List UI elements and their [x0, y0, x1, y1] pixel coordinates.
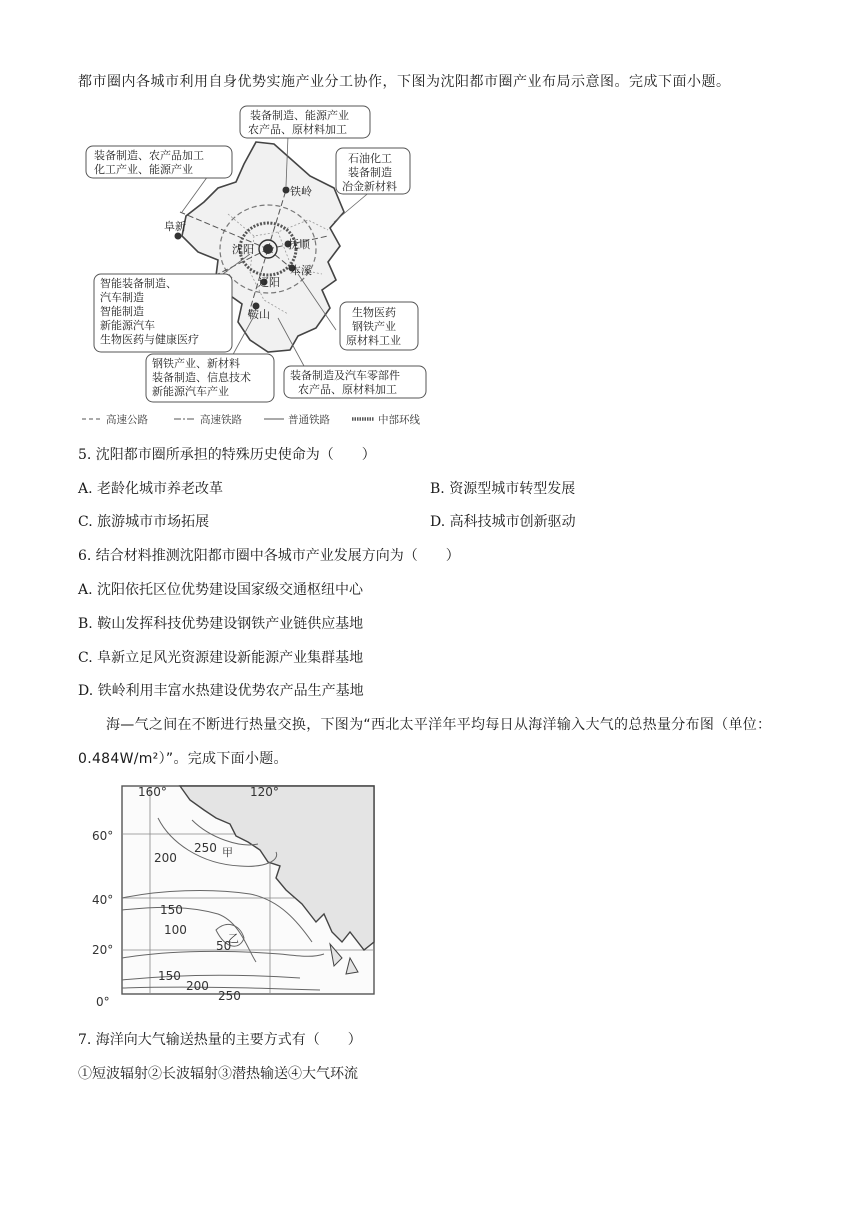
isoline-label-50: 50 — [216, 939, 232, 953]
box-tieling-line-1: 装备制造、能源产业 — [250, 109, 349, 122]
q6-stem: 6. 结合材料推测沈阳都市圈中各城市产业发展方向为（ ） — [78, 548, 460, 564]
legend-central-ring: 中部环线 — [378, 414, 420, 426]
city-shenyang-dot — [263, 244, 273, 254]
q5-option-b: B. 资源型城市转型发展 — [430, 481, 576, 497]
lat-label-40: 40° — [92, 893, 114, 907]
q5-option-c: C. 旅游城市市场拓展 — [78, 514, 210, 530]
lat-label-0: 0° — [96, 995, 110, 1009]
box-anshan-line-2: 装备制造、信息技术 — [152, 371, 251, 384]
intro-text-1: 都市圈内各城市利用自身优势实施产业分工协作，下图为沈阳都市圈产业布局示意图。完成下面小题。 — [78, 74, 731, 90]
q7-stem: 7. 海洋向大气输送热量的主要方式有（ ） — [78, 1032, 362, 1048]
point-jia-label: 甲 — [222, 846, 233, 859]
box-fushun-line-1: 石油化工 — [348, 152, 392, 165]
box-anshan-line-1: 钢铁产业、新材料 — [152, 357, 240, 370]
city-shenyang-label: 沈阳 — [232, 243, 254, 256]
city-tieling-dot — [283, 187, 290, 194]
city-benxi-label: 本溪 — [290, 264, 312, 277]
box-liaoyang-line-2: 农产品、原材料加工 — [298, 383, 397, 396]
lat-label-20: 20° — [92, 943, 114, 957]
box-shenyang-line-5: 生物医药与健康医疗 — [100, 333, 199, 346]
q6-option-a: A. 沈阳依托区位优势建设国家级交通枢纽中心 — [78, 582, 364, 598]
legend-highspeed-rail: 高速铁路 — [200, 414, 242, 426]
point-yi-label: 乙 — [228, 932, 239, 945]
map-legend — [82, 413, 420, 426]
city-fuxin-dot — [175, 233, 182, 240]
box-liaoyang-line-1: 装备制造及汽车零部件 — [290, 369, 400, 382]
box-fushun-line-2: 装备制造 — [348, 166, 392, 179]
box-shenyang-line-4: 新能源汽车 — [100, 319, 155, 332]
q6-option-c: C. 阜新立足风光资源建设新能源产业集群基地 — [78, 650, 364, 666]
box-benxi-line-2: 钢铁产业 — [352, 320, 396, 333]
isoline-label-150-mid: 150 — [160, 903, 183, 917]
box-fuxin-line-2: 化工产业、能源产业 — [94, 163, 193, 176]
q5-stem: 5. 沈阳都市圈所承担的特殊历史使命为（ ） — [78, 447, 376, 463]
isoline-label-200-south: 200 — [186, 979, 209, 993]
isoline-label-250-south: 250 — [218, 989, 241, 1003]
box-anshan-line-3: 新能源汽车产业 — [152, 385, 229, 398]
box-tieling-line-2: 农产品、原材料加工 — [248, 123, 347, 136]
isoline-label-250-north: 250 — [194, 841, 217, 855]
city-anshan-label: 鞍山 — [248, 308, 270, 321]
box-benxi-line-3: 原材料工业 — [346, 334, 401, 347]
intro-text-2: 海—气之间在不断进行热量交换，下图为“西北太平洋年平均每日从海洋输入大气的总热量分布图（单位：0.484W/m²）”。完成下面小题。 — [78, 717, 772, 767]
isoline-label-200-north: 200 — [154, 851, 177, 865]
city-liaoyang-label: 辽阳 — [258, 276, 280, 289]
lon-label-120: 120° — [250, 785, 279, 799]
box-fushun-line-3: 冶金新材料 — [342, 180, 397, 193]
shenyang-industry-map — [78, 104, 448, 430]
box-shenyang-line-3: 智能制造 — [100, 305, 144, 318]
city-fuxin-label: 阜新 — [164, 220, 186, 233]
legend-highway: 高速公路 — [106, 414, 148, 426]
q5-option-d: D. 高科技城市创新驱动 — [430, 514, 576, 530]
lat-label-60: 60° — [92, 829, 114, 843]
q6-option-d: D. 铁岭利用丰富水热建设优势农产品生产基地 — [78, 683, 364, 699]
box-shenyang-line-1: 智能装备制造、 — [100, 277, 177, 290]
q6-option-b: B. 鞍山发挥科技优势建设钢铁产业链供应基地 — [78, 616, 364, 632]
box-shenyang-line-2: 汽车制造 — [100, 291, 144, 304]
isoline-label-100: 100 — [164, 923, 187, 937]
q5-option-a: A. 老龄化城市养老改革 — [78, 481, 224, 497]
city-tieling-label: 铁岭 — [290, 185, 312, 198]
q7-options: ①短波辐射②长波辐射③潜热输送④大气环流 — [78, 1066, 358, 1082]
box-benxi-line-1: 生物医药 — [352, 306, 396, 319]
legend-railway: 普通铁路 — [288, 414, 330, 426]
isoline-label-150-south: 150 — [158, 969, 181, 983]
nw-pacific-heat-map — [80, 782, 380, 1014]
box-fuxin-line-1: 装备制造、农产品加工 — [94, 149, 204, 162]
city-fushun-label: 抚顺 — [288, 238, 310, 251]
lon-label-160: 160° — [138, 785, 167, 799]
